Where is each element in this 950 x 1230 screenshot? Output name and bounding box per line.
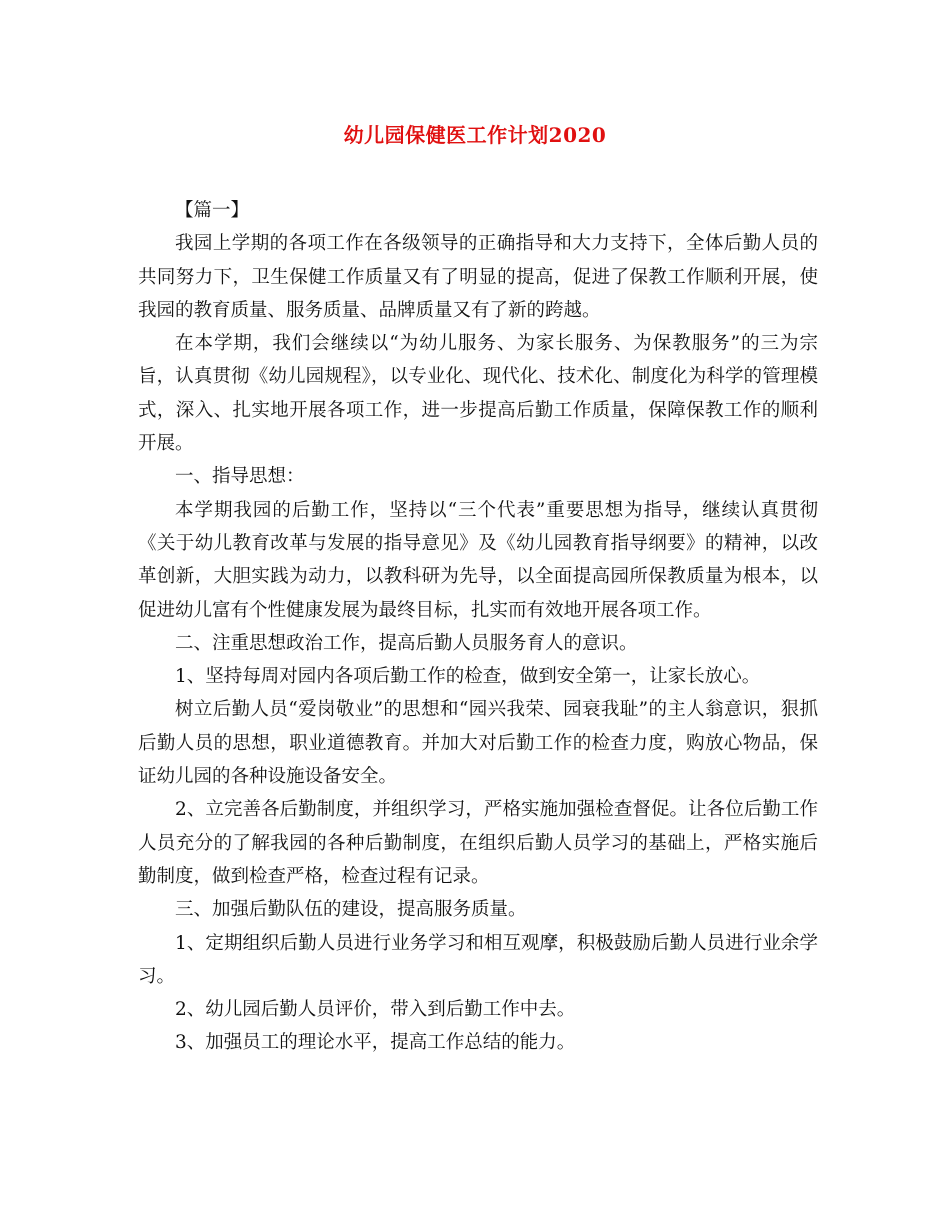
paragraph: 在本学期，我们会继续以“为幼儿服务、为家长服务、为保教服务”的三为宗旨，认真贯彻《幼儿园规程》，以专业化、现代化、技术化、制度化为科学的管理模式，深入、扎实地开展各项工作，进一步提高后勤工作质量，保障保教工作的顺利开展。 [138, 333, 818, 455]
paragraph: 1、坚持每周对园内各项后勤工作的检查，做到安全第一，让家长放心。 [175, 666, 761, 688]
paragraph: 我园上学期的各项工作在各级领导的正确指导和大力支持下，全体后勤人员的共同努力下，卫生保健工作质量又有了明显的提高，促进了保教工作顺利开展，使我园的教育质量、服务质量、品牌质量又有了新的跨越。 [138, 233, 818, 321]
section-heading: 二、注重思想政治工作，提高后勤人员服务育人的意识。 [175, 632, 638, 654]
section-heading: 三、加强后勤队伍的建设，提高服务质量。 [175, 899, 527, 921]
document-title: 幼儿园保健医工作计划2020 [343, 123, 607, 147]
paragraph: 本学期我园的后勤工作，坚持以“三个代表”重要思想为指导，继续认真贯彻《关于幼儿教育改革与发展的指导意见》及《幼儿园教育指导纲要》的精神，以改革创新，大胆实践为动力，以教科研为先导，以全面提高园所保教质量为根本，以促进幼儿富有个性健康发展为最终目标，扎实而有效地开展各项工作。 [138, 499, 818, 621]
paragraph: 1、定期组织后勤人员进行业务学习和相互观摩，积极鼓励后勤人员进行业余学习。 [138, 932, 818, 987]
section-heading: 一、指导思想： [175, 466, 305, 488]
paragraph: 3、加强员工的理论水平，提高工作总结的能力。 [175, 1032, 576, 1054]
document-body [138, 194, 818, 1060]
paragraph: 2、立完善各后勤制度，并组织学习，严格实施加强检查督促。让各位后勤工作人员充分的了解我园的各种后勤制度，在组织后勤人员学习的基础上，严格实施后勤制度，做到检查严格，检查过程有记录。 [138, 799, 818, 887]
paragraph: 树立后勤人员“爱岗敬业”的思想和“园兴我荣、园衰我耻”的主人翁意识，狠抓后勤人员的思想，职业道德教育。并加大对后勤工作的检查力度，购放心物品，保证幼儿园的各种设施设备安全。 [138, 699, 818, 788]
section-label-part-one: 【篇一】 [175, 200, 250, 221]
paragraph: 2、幼儿园后勤人员评价，带入到后勤工作中去。 [175, 999, 576, 1021]
